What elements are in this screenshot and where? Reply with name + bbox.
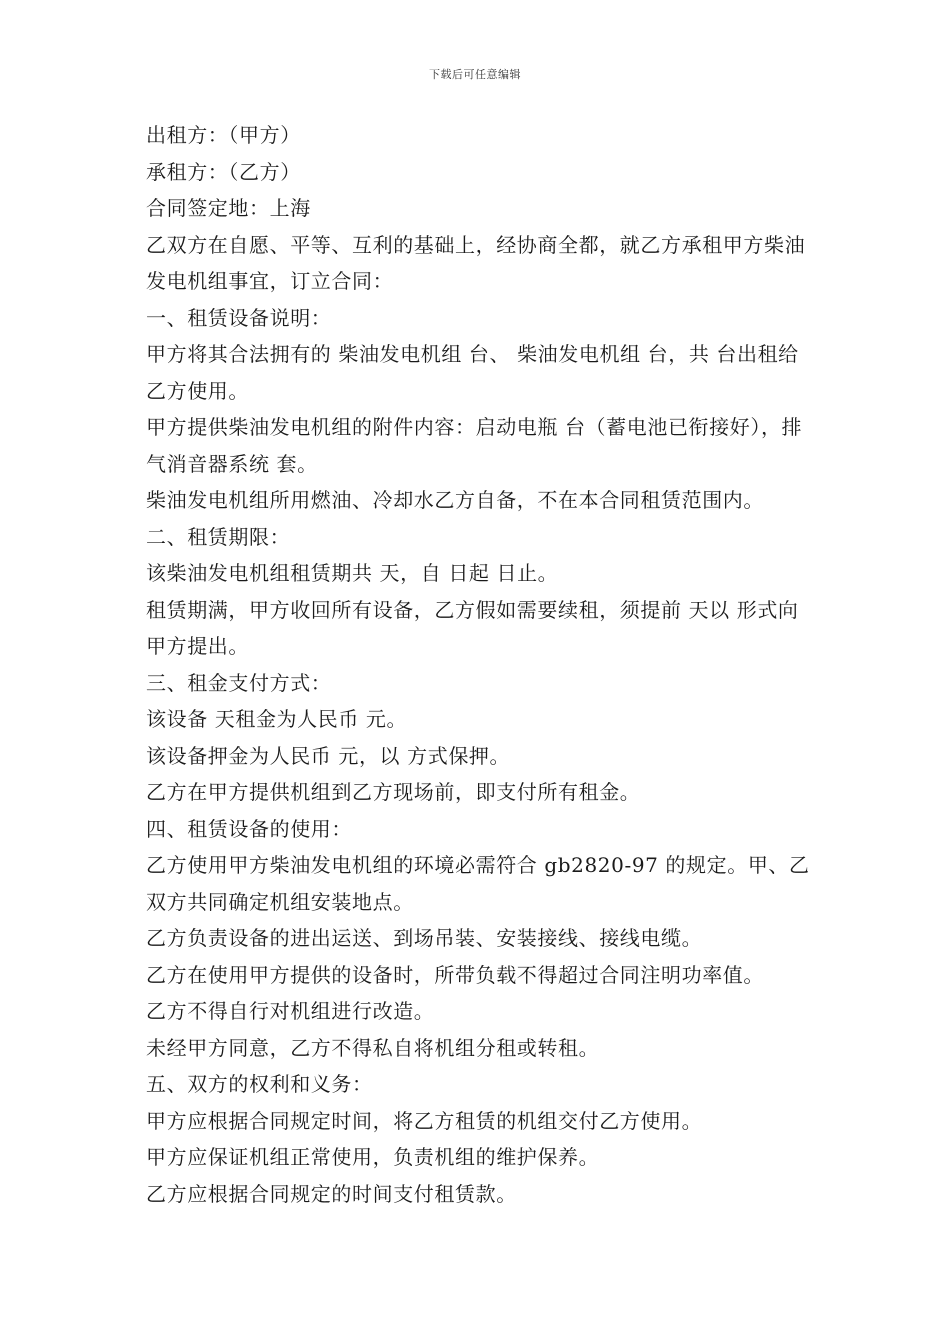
paragraph-deposit: 该设备押金为人民币 元，以 方式保押。 [146, 743, 511, 768]
paragraph-load: 乙方在使用甲方提供的设备时，所带负载不得超过合同注明功率值。 [146, 962, 764, 987]
section-heading-4: 四、租赁设备的使用： [146, 816, 352, 841]
paragraph-lessor: 出租方：（甲方） [146, 123, 301, 147]
paragraph-environment: 乙方使用甲方柴油发电机组的环境必需符合 gb2820-97 的规定。甲、乙双方共同确定机组安装地点。 [146, 853, 810, 914]
section-heading-1: 一、租赁设备说明： [146, 305, 332, 330]
paragraph-transport: 乙方负责设备的进出运送、到场吊装、安装接线、接线电缆。 [146, 926, 703, 950]
paragraph-maintenance: 甲方应保证机组正常使用，负责机组的维护保养。 [146, 1145, 600, 1169]
paragraph-renewal: 租赁期满，甲方收回所有设备，乙方假如需要续租，须提前 天以 形式向甲方提出。 [146, 597, 799, 658]
paragraph-equipment: 甲方将其合法拥有的 柴油发电机组 台、 柴油发电机组 台，共 台出租给乙方使用。 [146, 342, 799, 403]
contract-body [146, 117, 811, 1212]
paragraph-accessories: 甲方提供柴油发电机组的附件内容：启动电瓶 台（蓄电池已衔接好），排气消音器系统 套。 [146, 415, 803, 476]
paragraph-lessee: 承租方：（乙方） [146, 159, 301, 184]
page-header-note: 下载后可任意编辑 [429, 68, 521, 81]
paragraph-delivery: 甲方应根据合同规定时间，将乙方租赁的机组交付乙方使用。 [146, 1108, 703, 1133]
section-heading-5: 五、双方的权利和义务： [146, 1072, 373, 1096]
paragraph-preamble: 乙双方在自愿、平等、互利的基础上，经协商全都，就乙方承租甲方柴油发电机组事宜，订立合同： [146, 232, 806, 293]
section-heading-3: 三、租金支付方式： [146, 670, 332, 695]
paragraph-no-modification: 乙方不得自行对机组进行改造。 [146, 999, 435, 1023]
paragraph-rent: 该设备 天租金为人民币 元。 [146, 707, 408, 731]
section-heading-2: 二、租赁期限： [146, 524, 291, 549]
paragraph-payment: 乙方在甲方提供机组到乙方现场前，即支付所有租金。 [146, 780, 641, 804]
paragraph-no-sublease: 未经甲方同意，乙方不得私自将机组分租或转租。 [146, 1035, 600, 1060]
paragraph-term: 该柴油发电机组租赁期共 天，自 日起 日止。 [146, 561, 559, 585]
paragraph-signing-place: 合同签定地：上海 [146, 196, 311, 220]
paragraph-payment-duty: 乙方应根据合同规定的时间支付租赁款。 [146, 1181, 517, 1206]
paragraph-fuel: 柴油发电机组所用燃油、冷却水乙方自备，不在本合同租赁范围内。 [146, 488, 764, 512]
